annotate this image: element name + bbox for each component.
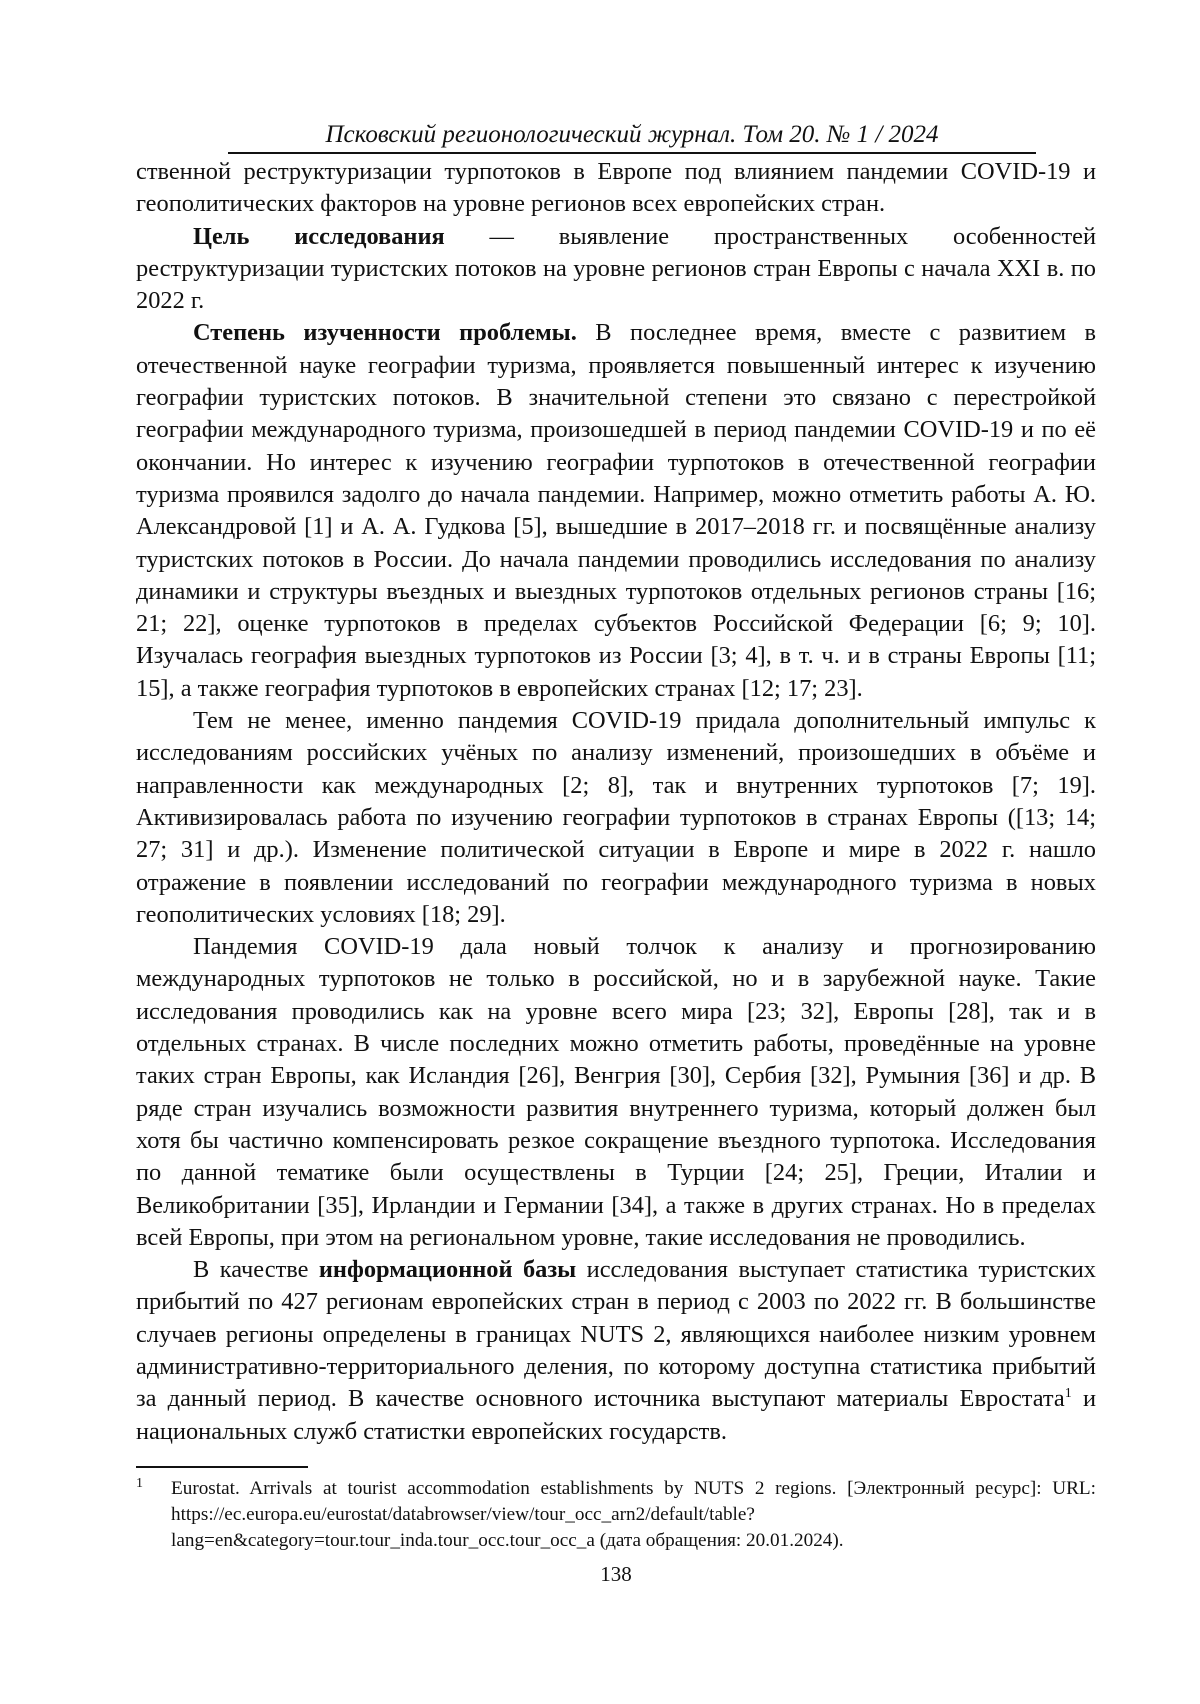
- paragraph-problem-study: [136, 317, 1096, 705]
- information-base-heading: информационной базы: [318, 1256, 577, 1284]
- paragraph-foreign-research: Пандемия COVID-19 дала новый толчок к анализу и прогнозированию международных турпотоков не только в российской, но и в зарубежной науке. Такие исследования проводились как на уровне всего мира [23; 32], Европы [28], так и в отдельных странах. В числе последних можно отметить работы, проведённые на уровне таких стран Европы, как Исландия [26], Венгрия [30], Сербия [32], Румыния [36] и др. В ряде стран изучались возможности развития внутреннего туризма, который должен был хотя бы частично компенсировать резкое сокращение въездного турпотока. Исследования по данной тематике были осуществлены в Турции [24; 25], Греции, Италии и Великобритании [35], Ирландии и Германии [34], а также в других странах. Но в пределах всей Европы, при этом на региональном уровне, такие исследования не проводились.: [136, 933, 1096, 1251]
- problem-study-text: В последнее время, вместе с развитием в отечественной науке географии туризма, проявляется повышенный интерес к изучению географии туристских потоков. В значительной степени это связано с перестройкой географии международного туризма, произошедшей в период пандемии COVID-19 и по её окончании. Но интерес к изучению географии турпотоков в отечественной географии туризма проявился задолго до начала пандемии. Например, можно отметить работы А. Ю. Александровой [1] и А. А. Гудкова [5], вышедшие в 2017–2018 гг. и посвящённые анализу туристских потоков в России. До начала пандемии проводились исследования по анализу динамики и структуры въездных и выездных турпотоков отдельных регионов страны [16; 21; 22], оценке турпотоков в пределах субъектов Российской Федерации [6; 9; 10]. Изучалась география выездных турпотоков из России [3; 4], в т. ч. и в страны Европы [11; 15], а также география турпотоков в европейских странах [12; 17; 23].: [136, 319, 1096, 702]
- research-goal-heading: Цель исследования: [193, 222, 445, 250]
- research-goal-text: — выявление пространственных особенностей реструктуризации туристских потоков на уровне регионов стран Европы с начала XXI в. по 2022 г.: [136, 222, 1096, 315]
- footnote-text: Eurostat. Arrivals at tourist accommodation establishments by NUTS 2 regions. [Электронный ресурс]: URL: https://ec.europa.eu/eurostat/databrowser/view/tour_occ_arn2/default/table?lang=en&category=tour.tour_inda.tour_occ.tour_occ_a (дата обращения: 20.01.2024).: [171, 1477, 1096, 1551]
- running-header: Псковский регионологический журнал. Том 20. № 1 / 2024: [228, 118, 1036, 154]
- footnote-divider: [136, 1466, 308, 1468]
- page: [136, 118, 1096, 1588]
- paragraph-information-base: [136, 1254, 1096, 1448]
- paragraph-continuation: ственной реструктуризации турпотоков в Европе под влиянием пандемии COVID-19 и геополитических факторов на уровне регионов всех европейских стран.: [136, 158, 1096, 218]
- footnote: [136, 1476, 1096, 1554]
- paragraph-research-goal: [136, 221, 1096, 318]
- information-base-end: и национальных служб статистки европейских государств.: [136, 1385, 1096, 1445]
- problem-study-heading: Степень изученности проблемы.: [193, 319, 577, 347]
- body-text: [136, 156, 1096, 1448]
- footnote-reference[interactable]: 1: [1064, 1386, 1072, 1402]
- information-base-text: исследования выступает статистика туристских прибытий по 427 регионам европейских стран в период с 2003 по 2022 гг. В большинстве случаев регионы определены в границах NUTS 2, являющихся наиболее низким уровнем административно-территориального деления, по которому доступна статистика прибытий за данный период. В качестве основного источника выступают материалы Евростата: [136, 1256, 1096, 1413]
- footnote-mark: 1: [136, 1475, 143, 1491]
- paragraph-covid-impulse: Тем не менее, именно пандемия COVID-19 придала дополнительный импульс к исследованиям российских учёных по анализу изменений, произошедших в объёме и направленности как международных [2; 8], так и внутренних турпотоков [7; 19]. Активизировалась работа по изучению географии турпотоков в странах Европы ([13; 14; 27; 31] и др.). Изменение политической ситуации в Европе и мире в 2022 г. нашло отражение в появлении исследований по географии международного туризма в новых геополитических условиях [18; 29].: [136, 707, 1096, 928]
- page-number: 138: [600, 1561, 632, 1586]
- information-base-pre: В качестве: [193, 1256, 319, 1284]
